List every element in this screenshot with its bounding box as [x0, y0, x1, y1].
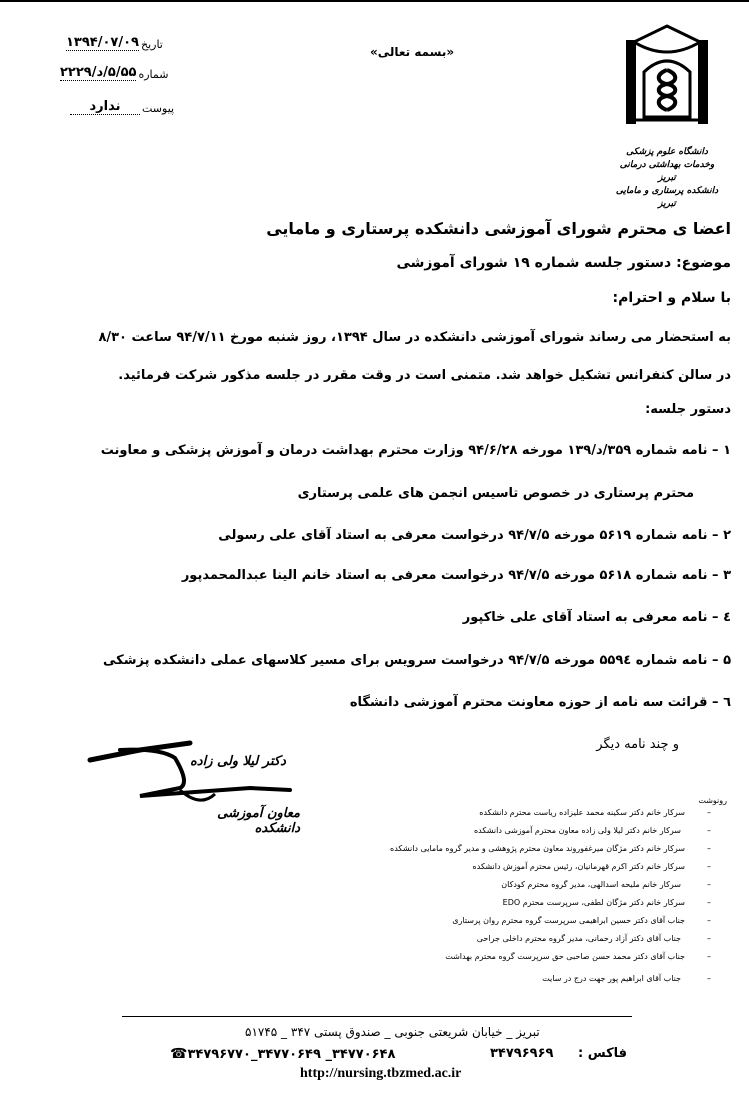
- fax-number: ۳۴۷۹۶۹۶۹: [490, 1046, 554, 1061]
- agenda-text: قرائت سه نامه از حوزه معاونت محترم آموزشی دانشگاه: [349, 695, 708, 710]
- logo-line-3: دانشکده پرستاری و مامایی تبریز: [615, 186, 719, 209]
- footer-divider: [122, 1016, 632, 1017]
- cc-item: – سرکار خانم دکتر مژگان لطفی، سرپرست محترم EDO: [502, 898, 711, 907]
- cc-item: – سرکار خانم دکتر اکرم قهرمانیان، رئیس محترم آموزش دانشکده: [472, 862, 711, 871]
- footer-address: تبریز _ خیابان شریعتی جنوبی _ صندوق پستی ۳۴۷ _ ۵۱۷۴۵: [245, 1025, 540, 1039]
- footer-fax: [490, 1046, 627, 1061]
- agenda-num: ۱: [723, 443, 731, 458]
- agenda-text: نامه شماره ۵۶۱۸ مورخه ۹۴/۷/۵ درخواست معرفی به استاد خانم الینا عبدالمحمدپور: [181, 568, 708, 583]
- signer-name: دکتر لیلا ولی زاده: [190, 754, 286, 769]
- agenda-item-2: ۲ – نامه شماره ۵۶۱۹ مورخه ۹۴/۷/۵ درخواست معرفی به استاد آقای علی رسولی: [218, 528, 731, 543]
- cc-list: [299, 808, 719, 992]
- phone-icon: ☎: [170, 1046, 188, 1062]
- logo-line-1: دانشگاه علوم پزشکی: [626, 147, 708, 157]
- footer-phones: [170, 1046, 395, 1062]
- body-line-2: در سالن کنفرانس تشکیل خواهد شد. متمنی است در وقت مقرر در جلسه مذکور شرکت فرمائید.: [118, 368, 731, 383]
- signature: [80, 738, 300, 836]
- logo-emblem-icon: [612, 22, 722, 142]
- phone-numbers: ۳۴۷۷۰۶۴۸_ ۳۴۷۷۰۶۴۹_۳۴۷۹۶۷۷۰: [187, 1046, 396, 1062]
- agenda-text: نامه شماره ۳۵۹/د/۱۳۹ مورخه ۹۴/۶/۲۸ وزارت محترم بهداشت درمان و آموزش پزشکی و معاونت: [100, 443, 708, 458]
- cc-item: – سرکار خانم ملیحه اسدالهی، مدیر گروه محترم کودکان: [501, 880, 711, 889]
- date-row: [66, 36, 163, 51]
- agenda-text: نامه معرفی به استاد آقای علی خاکپور: [462, 610, 708, 625]
- cc-item: – سرکار خانم دکتر لیلا ولی زاده معاون محترم آموزشی دانشکده: [473, 826, 711, 835]
- attachment-row: [70, 100, 174, 115]
- number-value: ۵/۵۵/د/۲۲۲۹: [60, 65, 137, 80]
- agenda-extra: و چند نامه دیگر: [596, 737, 679, 752]
- agenda-label: دستور جلسه:: [645, 402, 731, 417]
- greeting: با سلام و احترام:: [612, 290, 731, 306]
- recipient-heading: اعضا ی محترم شورای آموزشی دانشکده پرستاری و مامایی: [266, 219, 731, 238]
- signer-title: معاون آموزشی دانشکده: [217, 806, 300, 836]
- agenda-item-5: ۵ – نامه شماره ۵۵۹٤ مورخه ۹۴/۷/۵ درخواست سرویس برای مسیر کلاسهای عملی دانشکده پزشکی: [103, 653, 731, 668]
- date-label: تاریخ: [140, 38, 163, 51]
- logo-line-2: وخدمات بهداشتی درمانی تبریز: [619, 160, 715, 183]
- agenda-text: نامه شماره ۵۶۱۹ مورخه ۹۴/۷/۵ درخواست معرفی به استاد آقای علی رسولی: [218, 528, 708, 543]
- agenda-item-6: ٦ – قرائت سه نامه از حوزه معاونت محترم آموزشی دانشگاه: [349, 695, 731, 710]
- top-border: [0, 0, 749, 2]
- cc-item: – جناب آقای دکتر حسین ابراهیمی سرپرست گروه محترم روان پرستاری: [452, 916, 711, 925]
- agenda-item-4: ٤ – نامه معرفی به استاد آقای علی خاکپور: [462, 610, 731, 625]
- cc-item: – سرکار خانم دکتر سکینه محمد علیزاده ریاست محترم دانشکده: [479, 808, 711, 817]
- agenda-num: ۳: [723, 568, 731, 583]
- cc-item: – جناب آقای دکتر آزاد رحمانی، مدیر گروه محترم داخلی جراحی: [476, 934, 711, 943]
- agenda-num: ۲: [723, 528, 731, 543]
- cc-item: – سرکار خانم دکتر مژگان میرغفوروند معاون محترم پژوهشی و مدیر گروه مامایی دانشکده: [390, 844, 711, 853]
- agenda-item-3: ۳ – نامه شماره ۵۶۱۸ مورخه ۹۴/۷/۵ درخواست معرفی به استاد خانم الینا عبدالمحمدپور: [181, 568, 731, 583]
- date-value: ۱۳۹۴/۰۷/۰۹: [66, 35, 139, 50]
- body-line-1: به استحضار می رساند شورای آموزشی دانشکده در سال ۱۳۹۴، روز شنبه مورخ ۹۴/۷/۱۱ ساعت ۸/۳۰: [98, 330, 731, 345]
- university-logo: [612, 22, 722, 209]
- agenda-num: ۵: [723, 653, 731, 668]
- footer-url[interactable]: http://nursing.tbzmed.ac.ir: [300, 1066, 462, 1081]
- number-label: شماره: [138, 68, 169, 81]
- agenda-num: ٤: [723, 610, 731, 625]
- attachment-value: ندارد: [70, 100, 140, 115]
- agenda-num: ٦: [723, 695, 731, 710]
- number-row: [60, 66, 169, 81]
- agenda-text: نامه شماره ۵۵۹٤ مورخه ۹۴/۷/۵ درخواست سرویس برای مسیر کلاسهای عملی دانشکده پزشکی: [103, 653, 708, 668]
- cc-item: – جناب آقای دکتر محمد حسن صاحبی حق سرپرست گروه محترم بهداشت: [445, 952, 711, 961]
- cc-item: – جناب آقای ابراهیم پور جهت درج در سایت: [542, 974, 711, 983]
- agenda-item-1-cont: محترم پرستاری در خصوص تاسیس انجمن های علمی پرستاری: [297, 486, 694, 501]
- fax-label: فاکس :: [578, 1046, 628, 1061]
- logo-caption: [612, 146, 722, 211]
- cc-heading: رونوشت: [698, 796, 727, 805]
- attachment-label: پیوست: [142, 102, 175, 115]
- agenda-item-1: ۱ – نامه شماره ۳۵۹/د/۱۳۹ مورخه ۹۴/۶/۲۸ وزارت محترم بهداشت درمان و آموزش پزشکی و معاونت: [100, 443, 731, 458]
- basmala: «بسمه تعالی»: [370, 45, 455, 59]
- subject-line: موضوع: دستور جلسه شماره ۱۹ شورای آموزشی: [396, 255, 731, 271]
